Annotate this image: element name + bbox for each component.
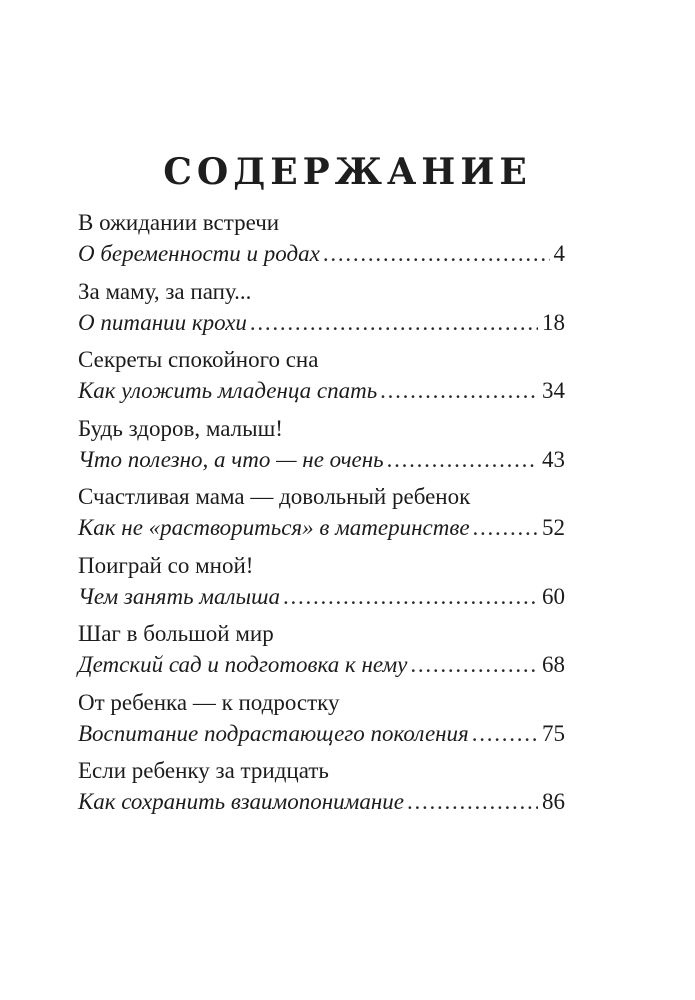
chapter-title: Шаг в большой мир — [78, 621, 274, 646]
page-number: 4 — [553, 241, 565, 266]
chapter-subtitle: Что полезно, а что — не очень — [78, 446, 384, 472]
chapter-title: Счастливая мама — довольный ребенок — [78, 484, 471, 509]
page-number: 43 — [542, 446, 565, 472]
dot-leader — [410, 649, 538, 680]
dot-leader — [250, 307, 538, 338]
page-number: 75 — [542, 720, 565, 746]
chapter-line — [78, 718, 565, 749]
toc-entry[interactable] — [78, 687, 565, 756]
chapter-line — [78, 649, 565, 680]
chapter-title: Поиграй со мной! — [78, 552, 254, 578]
chapter-line — [78, 786, 565, 817]
toc-entry[interactable] — [78, 344, 565, 413]
dot-leader — [473, 512, 538, 543]
dot-leader — [407, 786, 538, 817]
chapter-subtitle: О питании крохи — [78, 309, 247, 335]
toc-entry[interactable] — [78, 481, 565, 550]
toc-entry[interactable] — [78, 276, 565, 345]
page-number: 86 — [542, 789, 565, 814]
page-number: 68 — [542, 652, 565, 677]
chapter-subtitle: Как уложить младенца спать — [78, 378, 378, 403]
page-number: 18 — [542, 309, 565, 335]
chapter-subtitle: Чем занять малыша — [78, 583, 280, 609]
dot-leader — [472, 718, 538, 749]
chapter-line — [78, 581, 565, 612]
chapter-title: В ожидании встречи — [78, 210, 280, 235]
dot-leader — [323, 238, 550, 269]
table-of-contents — [78, 207, 565, 824]
chapter-title: Секреты спокойного сна — [78, 347, 319, 372]
chapter-title: От ребенка — к подростку — [78, 689, 340, 715]
chapter-title: Если ребенку за тридцать — [78, 758, 329, 783]
chapter-subtitle: О беременности и родах — [78, 241, 320, 266]
page-number: 60 — [542, 583, 565, 609]
toc-entry[interactable] — [78, 207, 565, 276]
chapter-line — [78, 307, 565, 338]
page-number: 52 — [542, 515, 565, 540]
chapter-title: Будь здоров, малыш! — [78, 415, 283, 441]
page-title: СОДЕРЖАНИЕ — [163, 151, 532, 193]
chapter-line — [78, 238, 565, 269]
toc-entry[interactable] — [78, 550, 565, 619]
chapter-subtitle: Как не «раствориться» в материнстве — [78, 515, 470, 540]
toc-entry[interactable] — [78, 618, 565, 687]
chapter-subtitle: Детский сад и подготовка к нему — [78, 652, 408, 677]
dot-leader — [387, 444, 538, 475]
chapter-subtitle: Как сохранить взаимопонимание — [78, 789, 404, 814]
chapter-line — [78, 444, 565, 475]
toc-entry[interactable] — [78, 413, 565, 482]
dot-leader — [283, 581, 538, 612]
dot-leader — [380, 375, 538, 406]
chapter-subtitle: Воспитание подрастающего поколения — [78, 720, 469, 746]
toc-entry[interactable] — [78, 755, 565, 824]
chapter-title: За маму, за папу... — [78, 278, 252, 304]
chapter-line — [78, 375, 565, 406]
page-number: 34 — [542, 378, 565, 403]
chapter-line — [78, 512, 565, 543]
